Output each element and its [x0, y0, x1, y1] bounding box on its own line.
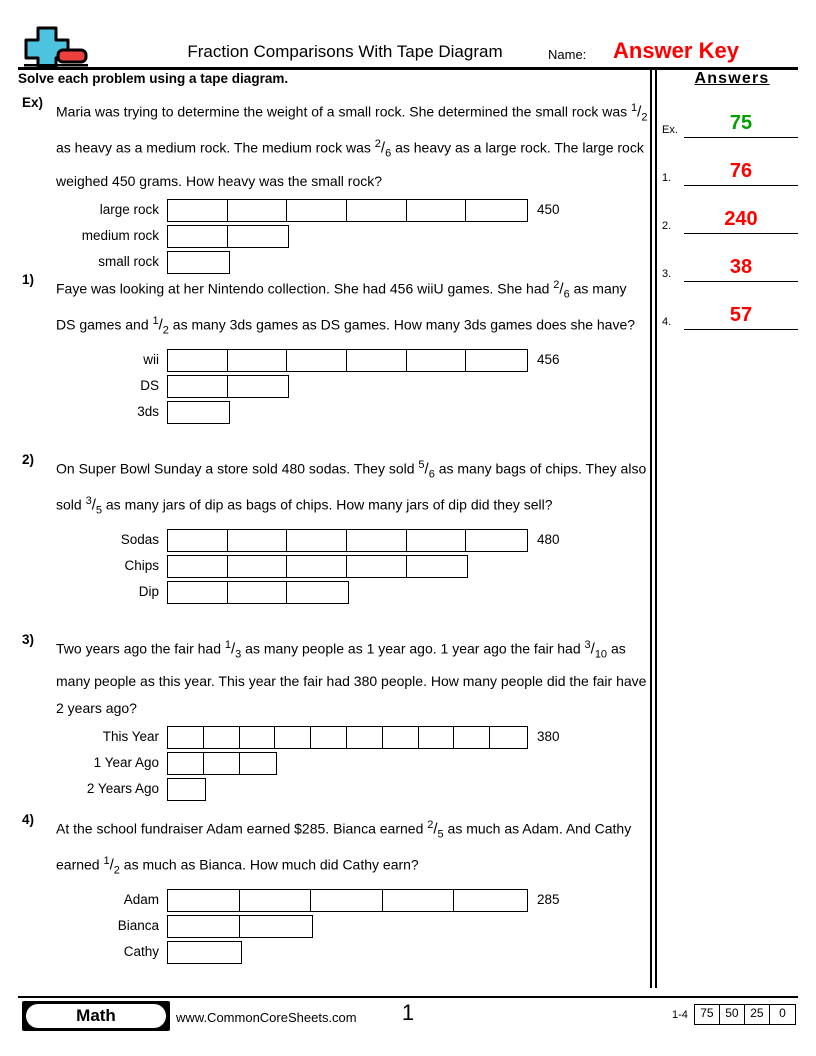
page-title: Fraction Comparisons With Tape Diagram	[187, 42, 503, 61]
tape-cell	[347, 200, 407, 221]
worksheet-footer	[0, 988, 816, 1056]
subject-badge-label: Math	[26, 1004, 166, 1028]
fraction-numerator: 1	[224, 639, 231, 651]
column-divider-left	[650, 68, 652, 988]
problem	[18, 95, 648, 277]
tape-cell	[454, 890, 526, 911]
problem-text	[56, 632, 648, 722]
tape-cell	[204, 753, 240, 774]
tape-total-value: 480	[537, 531, 560, 547]
tape-diagram	[18, 529, 648, 606]
tape-label: This Year	[102, 729, 159, 745]
problem	[18, 632, 648, 804]
name-label: Name:	[548, 47, 587, 62]
answer-value: 75	[729, 112, 753, 134]
fraction	[631, 95, 647, 131]
tape-bar	[167, 529, 528, 552]
tape-diagram	[18, 199, 648, 276]
directions-text: Solve each problem using a tape diagram.	[18, 71, 289, 86]
tape-diagram	[18, 726, 648, 803]
tape-row	[18, 941, 648, 966]
tape-bar	[167, 889, 528, 912]
answers-heading: Answers	[694, 70, 770, 87]
tape-bar	[167, 752, 277, 775]
tape-cell	[240, 727, 276, 748]
tape-cell	[347, 350, 407, 371]
score-cell: 25	[745, 1005, 770, 1024]
tape-row	[18, 726, 648, 751]
tape-label: 3ds	[137, 403, 159, 419]
problem-number: 4)	[22, 812, 35, 827]
tape-label: Dip	[138, 583, 159, 599]
problem	[18, 812, 648, 967]
problem-text	[56, 452, 648, 525]
problem-text-segment: as many 3ds games as DS games. How many 3ds games does she have?	[168, 317, 636, 334]
footer-divider	[18, 996, 798, 998]
fraction-numerator: 1	[103, 855, 110, 868]
site-url: www.CommonCoreSheets.com	[176, 1010, 357, 1025]
problem-text	[56, 95, 648, 195]
tape-cell	[168, 727, 204, 748]
tape-label: medium rock	[81, 227, 159, 243]
tape-cell	[287, 556, 347, 577]
fraction-denominator: 3	[235, 648, 242, 661]
tape-cell	[383, 890, 455, 911]
tape-cell	[204, 727, 240, 748]
tape-cell	[168, 252, 228, 273]
fraction-slash: /	[637, 103, 642, 121]
problem-text-segment: as heavy as a medium rock. The medium rock was	[56, 140, 375, 157]
fraction	[553, 272, 569, 308]
fraction-slash: /	[433, 820, 438, 838]
tape-bar	[167, 401, 230, 424]
problem-number: 3)	[22, 632, 35, 647]
answer-row	[662, 138, 802, 186]
tape-cell	[347, 530, 407, 551]
tape-cell	[383, 727, 419, 748]
answer-index: Ex.	[662, 124, 678, 136]
name-value: Answer Key	[613, 38, 739, 63]
tape-cell	[240, 753, 276, 774]
tape-row	[18, 915, 648, 940]
tape-row	[18, 375, 648, 400]
tape-row	[18, 225, 648, 250]
fraction	[86, 488, 102, 524]
fraction-slash: /	[91, 497, 96, 515]
fraction-slash: /	[109, 857, 114, 875]
tape-label: wii	[143, 351, 159, 367]
tape-cell	[168, 350, 228, 371]
tape-cell	[168, 226, 228, 247]
tape-cell	[407, 200, 467, 221]
problem-text-segment: as many jars of dip as bags of chips. How many jars of dip did they sell?	[102, 497, 553, 514]
fraction-denominator: 2	[162, 324, 169, 337]
tape-bar	[167, 555, 468, 578]
tape-cell	[168, 916, 240, 937]
problem-text-segment: Faye was looking at her Nintendo collection. She had 456 wiiU games. She had	[56, 280, 554, 297]
fraction	[153, 308, 169, 344]
answer-value: 57	[729, 304, 753, 326]
tape-cell	[228, 530, 288, 551]
fraction-slash: /	[158, 317, 163, 335]
tape-cell	[228, 582, 288, 603]
fraction-slash: /	[559, 280, 564, 298]
fraction-slash: /	[590, 640, 595, 658]
tape-bar	[167, 251, 230, 274]
tape-cell	[168, 556, 228, 577]
tape-label: Bianca	[117, 917, 159, 933]
tape-cell	[168, 376, 228, 397]
problem	[18, 272, 648, 427]
fraction-numerator: 2	[374, 138, 381, 151]
tape-cell	[168, 753, 204, 774]
tape-label: Sodas	[120, 531, 159, 547]
tape-bar	[167, 778, 206, 801]
problem-text-segment: as heavy as a large rock. The large rock weighed 450 grams. How heavy was the small rock?	[56, 140, 644, 189]
tape-cell	[407, 350, 467, 371]
answer-value: 240	[724, 208, 758, 230]
fraction-denominator: 5	[437, 828, 444, 841]
fraction	[103, 848, 119, 884]
tape-label: Chips	[124, 557, 159, 573]
tape-cell	[407, 530, 467, 551]
tape-cell	[168, 530, 228, 551]
tape-cell	[466, 200, 526, 221]
tape-cell	[311, 727, 347, 748]
fraction-numerator: 1	[152, 315, 159, 328]
answer-row	[662, 282, 802, 330]
problem-text	[56, 812, 648, 885]
tape-label: small rock	[98, 253, 159, 269]
score-cells	[694, 1004, 796, 1025]
tape-cell	[168, 890, 240, 911]
tape-label: Cathy	[123, 943, 159, 959]
fraction	[427, 812, 443, 848]
tape-cell	[228, 376, 288, 397]
tape-total-value: 450	[537, 201, 560, 217]
answer-row	[662, 234, 802, 282]
problem-number: 2)	[22, 452, 35, 467]
tape-row	[18, 555, 648, 580]
tape-cell	[228, 350, 288, 371]
answer-value: 76	[729, 160, 753, 182]
tape-cell	[347, 556, 407, 577]
tape-bar	[167, 915, 313, 938]
tape-cell	[168, 582, 228, 603]
score-range-label: 1-4	[672, 1008, 688, 1021]
tape-cell	[240, 916, 312, 937]
tape-total-value: 456	[537, 351, 560, 367]
answer-index: 4.	[662, 316, 672, 328]
tape-bar	[167, 199, 528, 222]
tape-bar	[167, 941, 242, 964]
fraction-numerator: 2	[553, 279, 560, 291]
answer-row	[662, 90, 802, 138]
answer-index: 2.	[662, 220, 672, 232]
tape-cell	[454, 727, 490, 748]
score-cell: 50	[720, 1005, 745, 1024]
fraction-slash: /	[380, 140, 386, 158]
tape-cell	[240, 890, 312, 911]
tape-cell	[168, 942, 240, 963]
fraction	[585, 632, 608, 668]
score-key	[672, 1004, 796, 1025]
tape-cell	[228, 556, 288, 577]
fraction-denominator: 5	[95, 504, 102, 517]
tape-cell	[287, 350, 347, 371]
tape-cell	[490, 727, 526, 748]
fraction-denominator: 2	[113, 864, 120, 877]
answer-blank-line	[684, 329, 798, 330]
tape-diagram	[18, 889, 648, 966]
tape-cell	[347, 727, 383, 748]
problem-text-segment: At the school fundraiser Adam earned $285. Bianca earned	[56, 820, 428, 837]
problem-text-segment: Maria was trying to determine the weight of a small rock. She determined the small rock was	[56, 103, 632, 120]
tape-row	[18, 581, 648, 606]
fraction-numerator: 1	[631, 102, 638, 114]
fraction	[225, 632, 241, 668]
tape-label: 2 Years Ago	[86, 781, 159, 797]
tape-label: large rock	[99, 201, 159, 217]
tape-row	[18, 889, 648, 914]
fraction-denominator: 6	[385, 147, 392, 160]
problem-text-segment: as many people as 1 year ago. 1 year ago the fair had	[241, 640, 585, 657]
problem-text-segment: as much as Adam. And Cathy earned	[56, 820, 632, 874]
score-cell: 75	[695, 1005, 720, 1024]
fraction-numerator: 2	[427, 819, 434, 831]
tape-cell	[287, 582, 347, 603]
tape-cell	[466, 530, 526, 551]
fraction-denominator: 6	[428, 468, 435, 481]
fraction	[375, 131, 391, 167]
answer-index: 1.	[662, 172, 672, 184]
fraction-numerator: 3	[85, 495, 92, 508]
tape-bar	[167, 225, 289, 248]
answer-value: 38	[729, 256, 753, 278]
tape-row	[18, 401, 648, 426]
tape-row	[18, 529, 648, 554]
problem-text-segment: as many DS games and	[56, 280, 627, 334]
tape-label: Adam	[123, 891, 159, 907]
tape-cell	[311, 890, 383, 911]
fraction	[418, 452, 434, 488]
tape-cell	[287, 530, 347, 551]
tape-bar	[167, 349, 528, 372]
tape-total-value: 285	[537, 891, 560, 907]
plus-minus-logo-icon	[18, 24, 90, 68]
tape-cell	[275, 727, 311, 748]
answer-index: 3.	[662, 268, 672, 280]
problem-text	[56, 272, 648, 345]
problem-text-segment: On Super Bowl Sunday a store sold 480 sodas. They sold	[56, 460, 419, 477]
score-cell: 0	[779, 1006, 786, 1020]
column-divider-right	[655, 68, 657, 988]
tape-cell	[228, 226, 288, 247]
tape-row	[18, 752, 648, 777]
tape-cell	[168, 779, 204, 800]
tape-cell	[168, 200, 228, 221]
fraction-slash: /	[424, 460, 429, 478]
fraction-denominator: 6	[563, 288, 570, 301]
tape-row	[18, 199, 648, 224]
tape-cell	[419, 727, 455, 748]
fraction-numerator: 5	[418, 459, 425, 471]
tape-cell	[228, 200, 288, 221]
fraction-slash: /	[231, 640, 236, 658]
tape-diagram	[18, 349, 648, 426]
problem-number: Ex)	[22, 95, 44, 110]
tape-bar	[167, 375, 289, 398]
answers-panel	[662, 70, 802, 330]
tape-label: DS	[140, 377, 159, 393]
answer-row	[662, 186, 802, 234]
fraction-denominator: 2	[641, 111, 648, 124]
tape-label: 1 Year Ago	[93, 755, 159, 771]
problem-text-segment: as many people as this year. This year the fair had 380 people. How many people did the fair have 2 years ago?	[56, 640, 647, 717]
tape-cell	[407, 556, 467, 577]
fraction-numerator: 3	[584, 639, 591, 651]
fraction-denominator: 10	[594, 648, 608, 661]
problem-text-segment: as much as Bianca. How much did Cathy earn?	[119, 857, 419, 874]
tape-row	[18, 349, 648, 374]
tape-cell	[466, 350, 526, 371]
worksheet-header	[0, 0, 816, 68]
answers-list	[662, 90, 802, 330]
problem-text-segment: as many bags of chips. They also sold	[56, 460, 647, 514]
tape-cell	[287, 200, 347, 221]
problem	[18, 452, 648, 607]
tape-row	[18, 778, 648, 803]
tape-bar	[167, 581, 349, 604]
tape-cell	[168, 402, 228, 423]
problem-number: 1)	[22, 272, 35, 287]
problem-text-segment: Two years ago the fair had	[56, 640, 225, 657]
tape-bar	[167, 726, 528, 749]
tape-total-value: 380	[537, 729, 560, 745]
page-number: 1	[401, 1000, 415, 1025]
